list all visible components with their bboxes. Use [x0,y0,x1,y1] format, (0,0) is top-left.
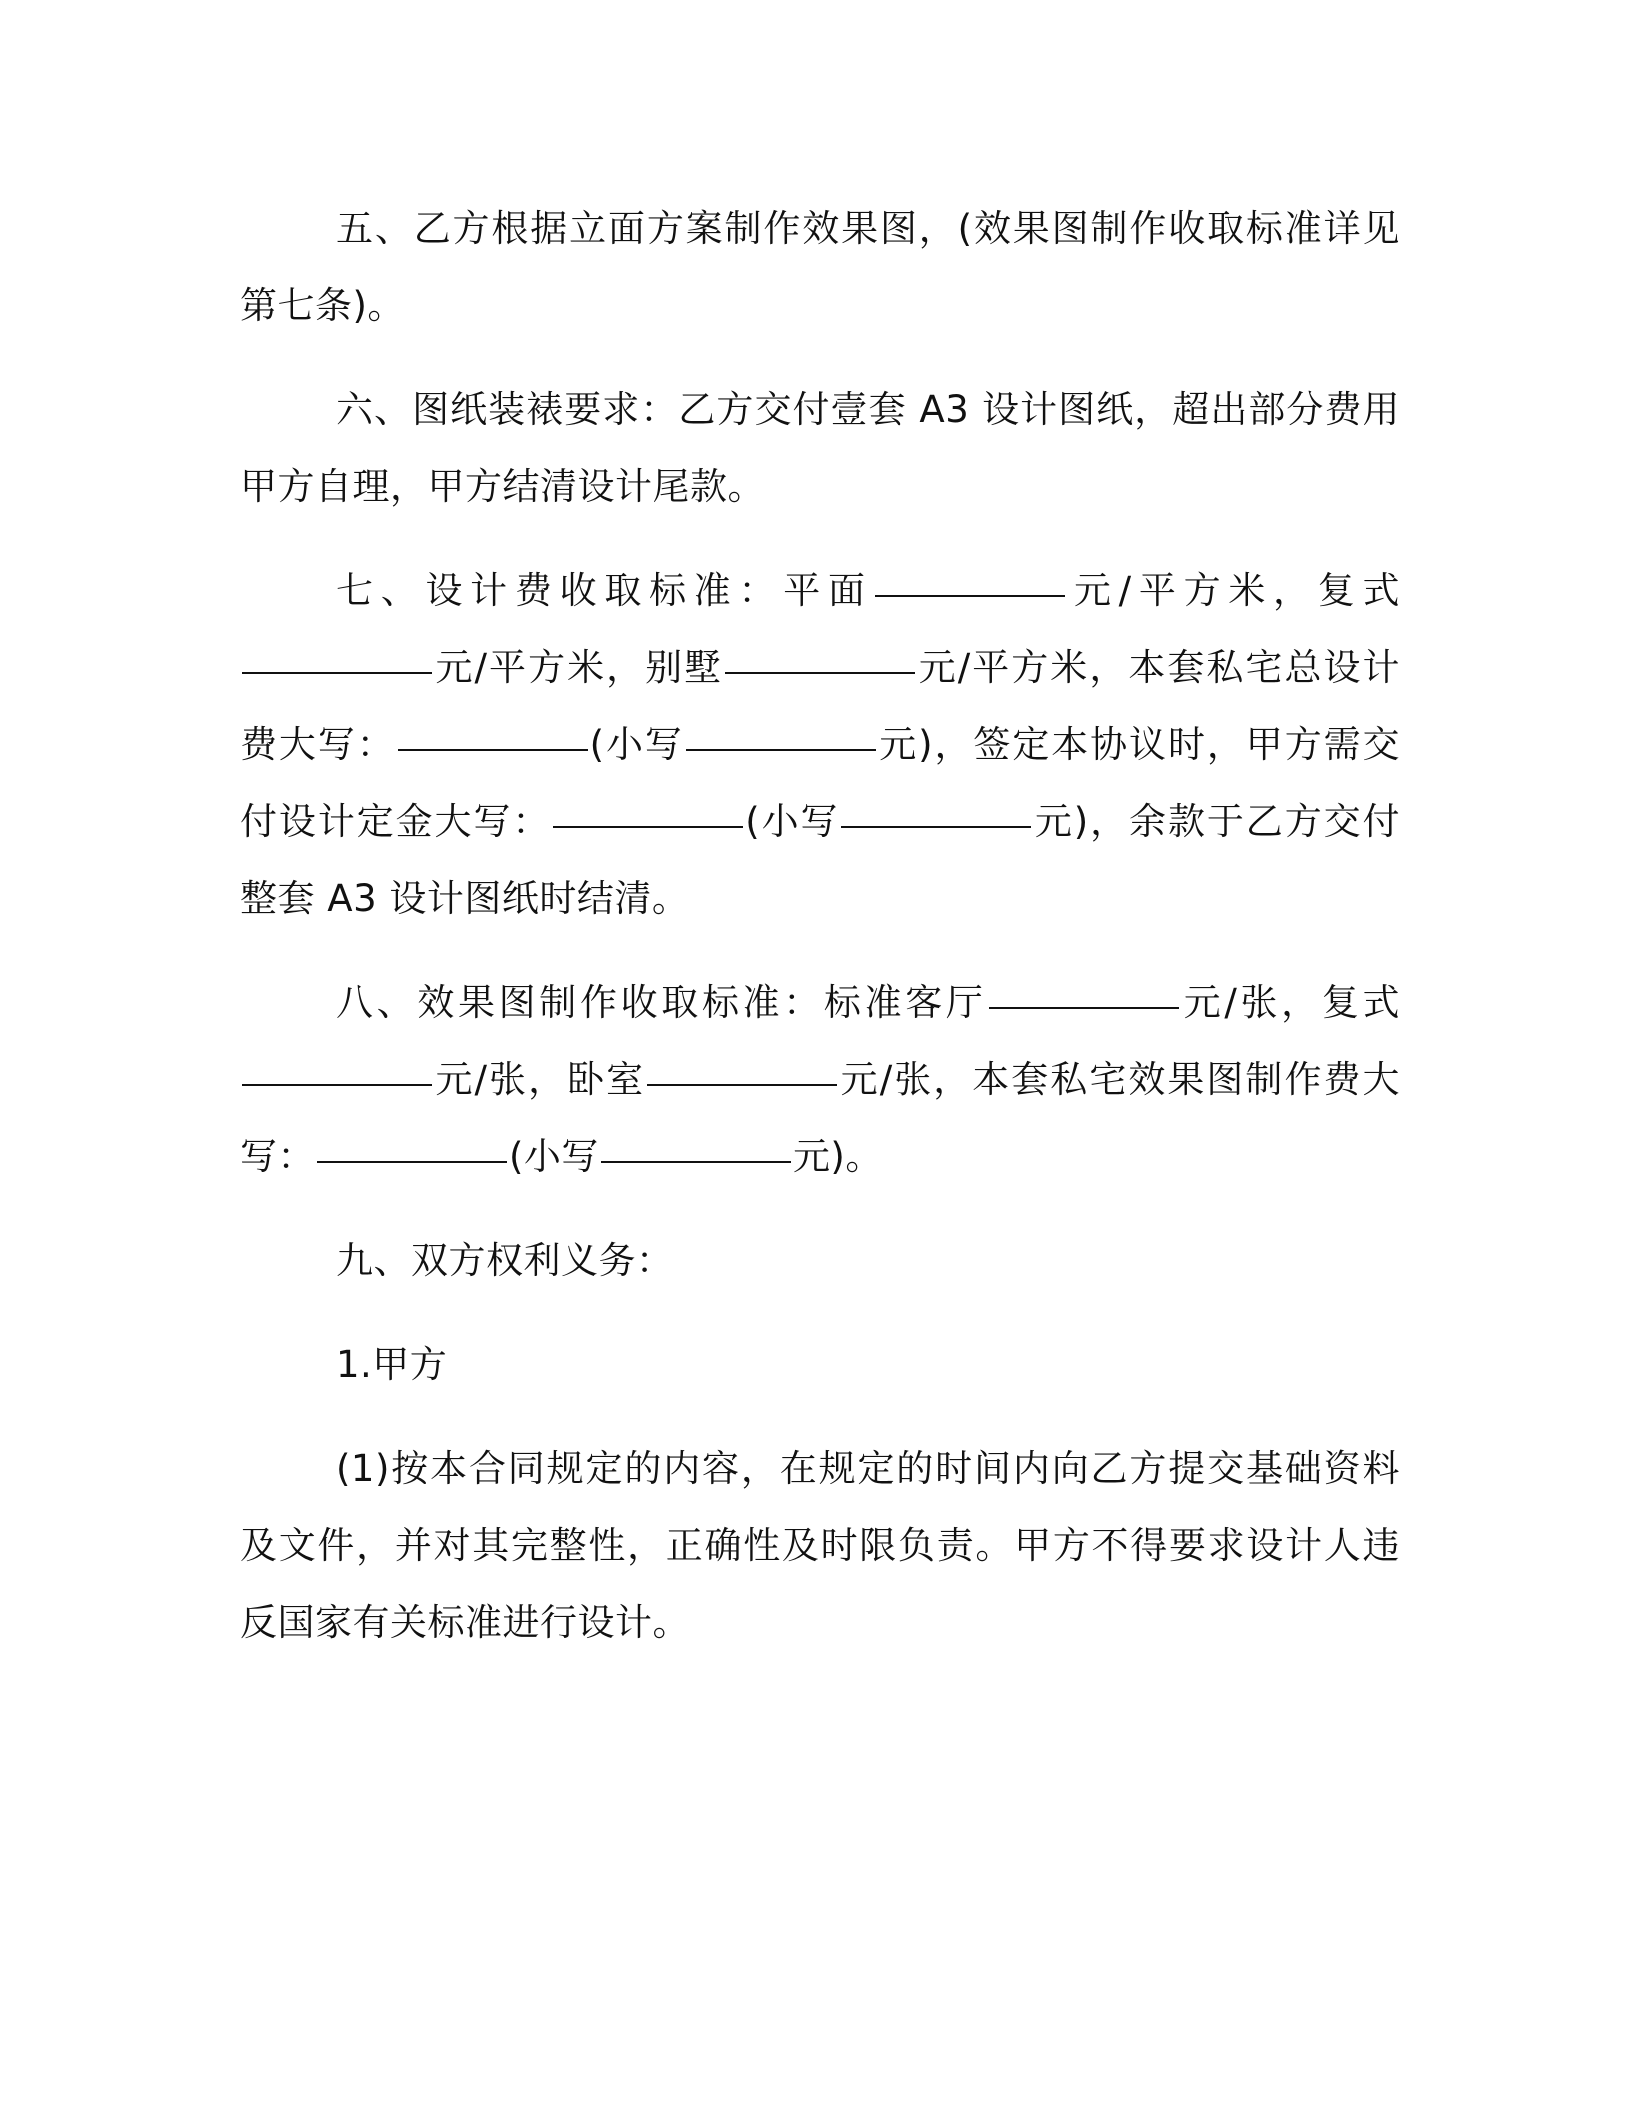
fill-in-blank [553,825,743,828]
clause-9-paragraph [240,1222,1400,1299]
clause-8-paragraph [240,964,1400,1195]
clause-5-text: 五、乙方根据立面方案制作效果图，(效果图制作收取标准详见第七条)。 [240,207,1400,327]
clause-8-text-5: (小写 [509,1135,599,1178]
clause-7-text-8: 元)，余款于乙方交付整套 A3 设计图纸时结清。 [240,800,1401,920]
clause-6-text: 六、图纸装裱要求：乙方交付壹套 A3 设计图纸，超出部分费用甲方自理，甲方结清设计尾款。 [240,388,1400,508]
clause-9-1-paragraph [240,1326,1400,1403]
clause-9-1-1-paragraph [240,1430,1400,1661]
clause-8-text-4: 元/张，本套私宅效果图制作费大写： [240,1058,1401,1178]
fill-in-blank [989,1006,1179,1009]
clause-6-paragraph [240,371,1400,525]
fill-in-blank [725,671,915,674]
clause-7-text-7: (小写 [745,800,840,843]
fill-in-blank [647,1083,837,1086]
clause-8-text-2: 元/张，复式 [1180,981,1401,1024]
document-body [240,190,1400,1688]
clause-7-text-6: 元)，签定本协议时，甲方需交付设计定金大写： [240,723,1401,843]
fill-in-blank [601,1160,791,1163]
clause-5-paragraph [240,190,1400,344]
clause-9-text: 九、双方权利义务： [336,1239,674,1282]
clause-9-1-text: 1.甲方 [336,1343,448,1386]
fill-in-blank [242,1083,432,1086]
fill-in-blank [686,748,876,751]
clause-9-1-1-text: (1)按本合同规定的内容，在规定的时间内向乙方提交基础资料及文件，并对其完整性，正确性及时限负责。甲方不得要求设计人违反国家有关标准进行设计。 [240,1447,1400,1644]
fill-in-blank [242,671,432,674]
clause-7-text-3: 元/平方米，别墅 [434,646,724,689]
fill-in-blank [841,825,1031,828]
clause-8-text-3: 元/张，卧室 [434,1058,646,1101]
clause-7-paragraph [240,552,1400,937]
fill-in-blank [317,1160,507,1163]
fill-in-blank [875,594,1065,597]
clause-7-text-5: (小写 [589,723,684,766]
clause-7-text-1: 七、设计费收取标准：平面 [336,569,873,612]
clause-7-text-2: 元/平方米，复式 [1066,569,1400,612]
clause-8-text-1: 八、效果图制作收取标准：标准客厅 [336,981,987,1024]
clause-8-text-6: 元)。 [792,1135,883,1178]
clause-7-text-4: 元/平方米，本套私宅总设计费大写： [240,646,1401,766]
fill-in-blank [398,748,588,751]
